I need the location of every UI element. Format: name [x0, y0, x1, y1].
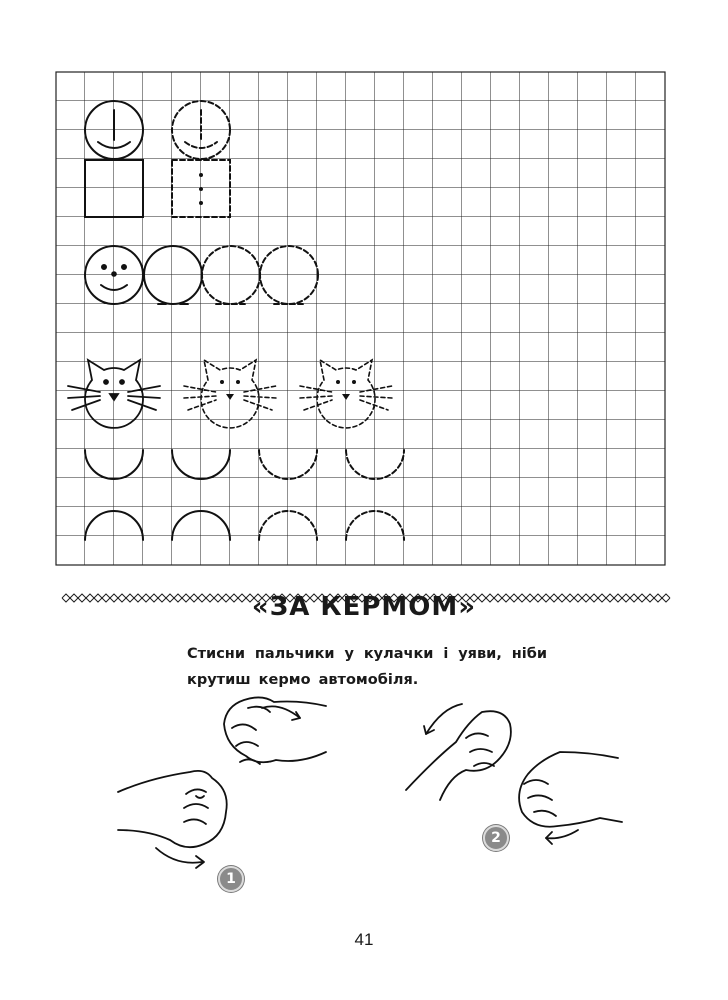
page-number: 41 — [354, 930, 374, 949]
exercise-title: «ЗА КЕРМОМ» — [251, 592, 477, 622]
fists-illustration-step-2 — [406, 704, 622, 844]
step-2-badge: 2 — [483, 825, 509, 851]
exercise-instruction: Стисни пальчики у кулачки і уяви, ніби крутиш кермо автомобіля. — [187, 646, 547, 688]
step-1-badge: 1 — [218, 866, 244, 892]
fists-illustration-step-1 — [118, 697, 326, 868]
drawing-grid — [56, 72, 665, 565]
